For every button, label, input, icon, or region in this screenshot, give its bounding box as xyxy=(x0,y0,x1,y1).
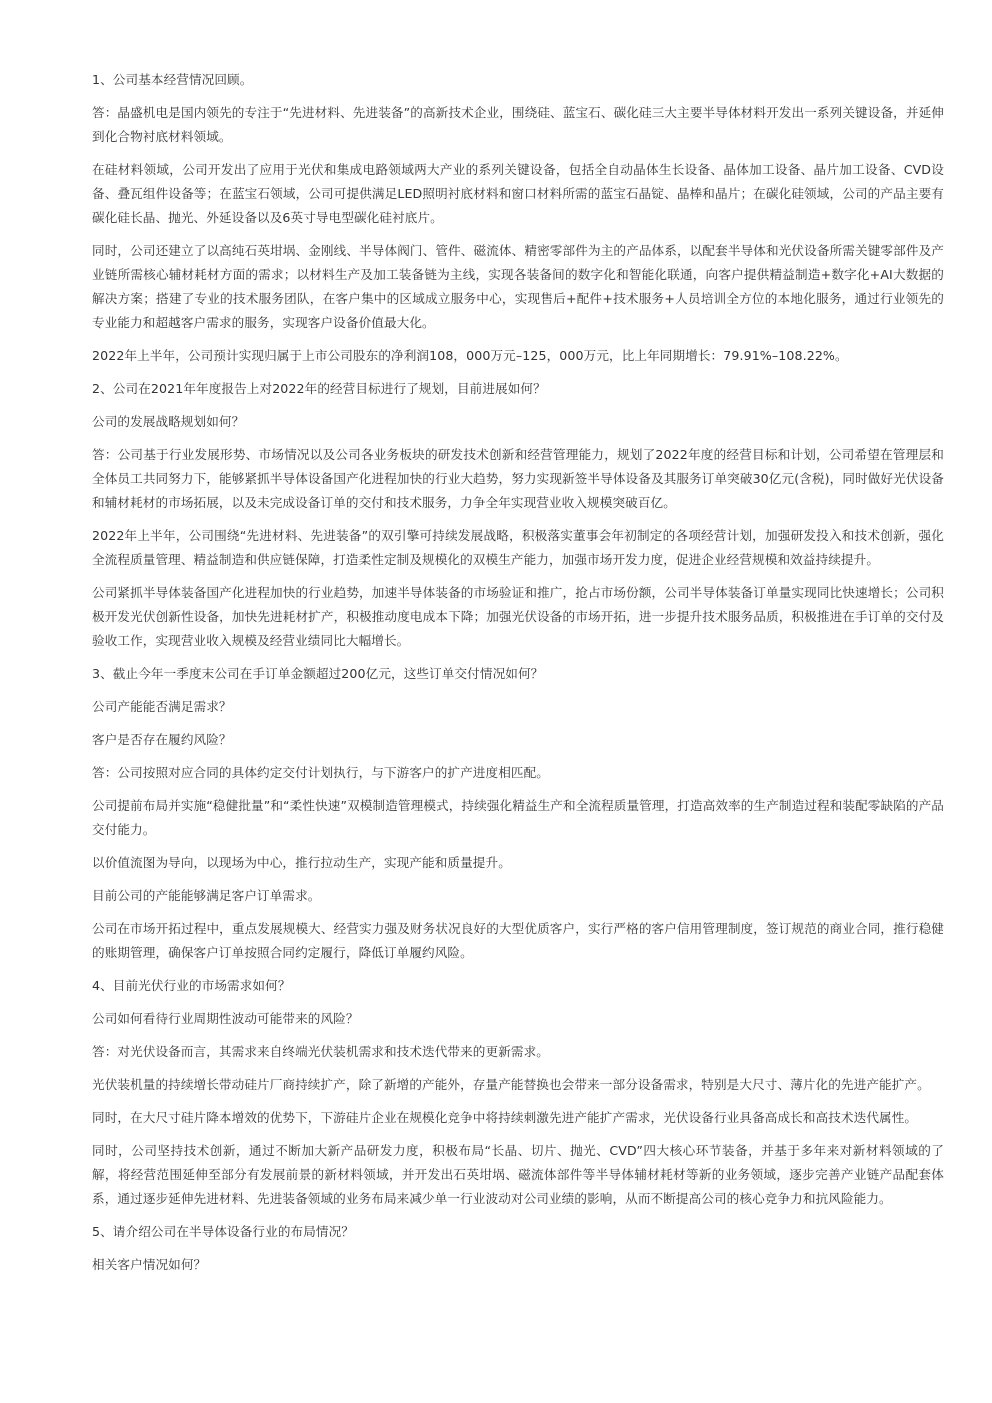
paragraph: 2022年上半年，公司预计实现归属于上市公司股东的净利润108，000万元–125，000万元，比上年同期增长：79.91%–108.22%。 xyxy=(92,348,848,363)
paragraph: 答：晶盛机电是国内领先的专注于“先进材料、先进装备”的高新技术企业，围绕硅、蓝宝石、碳化硅三大主要半导体材料开发出一系列关键设备，并延伸到化合物衬底材料领域。 xyxy=(92,105,944,144)
paragraph: 答：对光伏设备而言，其需求来自终端光伏装机需求和技术迭代带来的更新需求。 xyxy=(92,1044,549,1059)
paragraph: 以价值流图为导向，以现场为中心，推行拉动生产，实现产能和质量提升。 xyxy=(92,855,511,870)
question-heading: 5、请介绍公司在半导体设备行业的布局情况？ xyxy=(92,1224,354,1239)
paragraph: 同时，公司坚持技术创新，通过不断加大新产品研发力度，积极布局“长晶、切片、抛光、CVD”四大核心环节装备，并基于多年来对新材料领域的了解，将经营范围延伸至部分有发展前景的新材料领域，并开发出石英坩埚、磁流体部件等半导体辅材耗材等新的业务领域，逐步完善产业链产品配套体系，通过逐步延伸先进材料、先进装备领域的业务布局来减少单一行业波动对公司业绩的影响，从而不断提高公司的核心竞争力和抗风险能力。 xyxy=(92,1143,944,1206)
paragraph: 1、公司基本经营情况回顾。 xyxy=(92,72,253,87)
paragraph: 光伏装机量的持续增长带动硅片厂商持续扩产，除了新增的产能外，存量产能替换也会带来一部分设备需求，特别是大尺寸、薄片化的先进产能扩产。 xyxy=(92,1077,930,1092)
paragraph: 答：公司基于行业发展形势、市场情况以及公司各业务板块的研发技术创新和经营管理能力，规划了2022年度的经营目标和计划，公司希望在管理层和全体员工共同努力下，能够紧抓半导体设备国产化进程加快的行业大趋势，努力实现新签半导体设备及其服务订单突破30亿元(含税)，同时做好光伏设备和辅材耗材的市场拓展，以及未完成设备订单的交付和技术服务，力争全年实现营业收入规模突破百亿。 xyxy=(92,447,944,510)
paragraph: 同时，在大尺寸硅片降本增效的优势下，下游硅片企业在规模化竞争中将持续刺激先进产能扩产需求，光伏设备行业具备高成长和高技术迭代属性。 xyxy=(92,1110,918,1125)
paragraph: 公司的发展战略规划如何？ xyxy=(92,414,245,429)
question-heading: 2、公司在2021年年度报告上对2022年的经营目标进行了规划，目前进展如何？ xyxy=(92,381,546,396)
paragraph: 同时，公司还建立了以高纯石英坩埚、金刚线、半导体阀门、管件、磁流体、精密零部件为主的产品体系，以配套半导体和光伏设备所需关键零部件及产业链所需核心辅材耗材方面的需求；以材料生产及加工装备链为主线，实现各装备间的数字化和智能化联通，向客户提供精益制造+数字化+AI大数据的解决方案；搭建了专业的技术服务团队，在客户集中的区域成立服务中心，实现售后+配件+技术服务+人员培训全方位的本地化服务，通过行业领先的专业能力和超越客户需求的服务，实现客户设备价值最大化。 xyxy=(92,243,944,330)
paragraph: 公司如何看待行业周期性波动可能带来的风险？ xyxy=(92,1011,359,1026)
paragraph: 公司提前布局并实施“稳健批量”和“柔性快速”双模制造管理模式，持续强化精益生产和全流程质量管理，打造高效率的生产制造过程和装配零缺陷的产品交付能力。 xyxy=(92,798,944,837)
paragraph: 2022年上半年，公司围绕“先进材料、先进装备”的双引擎可持续发展战略，积极落实董事会年初制定的各项经营计划，加强研发投入和技术创新，强化全流程质量管理、精益制造和供应链保障，打造柔性定制及规模化的双模生产能力，加强市场开发力度，促进企业经营规模和效益持续提升。 xyxy=(92,528,944,567)
paragraph: 公司产能能否满足需求？ xyxy=(92,699,232,714)
paragraph: 客户是否存在履约风险？ xyxy=(92,732,232,747)
question-heading: 4、目前光伏行业的市场需求如何？ xyxy=(92,978,291,993)
document-body xyxy=(92,68,944,1286)
question-heading: 3、截止今年一季度末公司在手订单金额超过200亿元，这些订单交付情况如何？ xyxy=(92,666,544,681)
paragraph: 在硅材料领域，公司开发出了应用于光伏和集成电路领域两大产业的系列关键设备，包括全自动晶体生长设备、晶体加工设备、晶片加工设备、CVD设备、叠瓦组件设备等；在蓝宝石领域，公司可提供满足LED照明衬底材料和窗口材料所需的蓝宝石晶锭、晶棒和晶片；在碳化硅领域，公司的产品主要有碳化硅长晶、抛光、外延设备以及6英寸导电型碳化硅衬底片。 xyxy=(92,162,944,225)
paragraph: 答：公司按照对应合同的具体约定交付计划执行，与下游客户的扩产进度相匹配。 xyxy=(92,765,549,780)
paragraph: 公司紧抓半导体装备国产化进程加快的行业趋势，加速半导体装备的市场验证和推广，抢占市场份额，公司半导体装备订单量实现同比快速增长；公司积极开发光伏创新性设备，加快先进耗材扩产，积极推动度电成本下降；加强光伏设备的市场开拓，进一步提升技术服务品质，积极推进在手订单的交付及验收工作，实现营业收入规模及经营业绩同比大幅增长。 xyxy=(92,585,944,648)
paragraph: 目前公司的产能能够满足客户订单需求。 xyxy=(92,888,321,903)
paragraph: 相关客户情况如何？ xyxy=(92,1257,207,1272)
paragraph: 公司在市场开拓过程中，重点发展规模大、经营实力强及财务状况良好的大型优质客户，实行严格的客户信用管理制度，签订规范的商业合同，推行稳健的账期管理，确保客户订单按照合同约定履行，降低订单履约风险。 xyxy=(92,921,944,960)
